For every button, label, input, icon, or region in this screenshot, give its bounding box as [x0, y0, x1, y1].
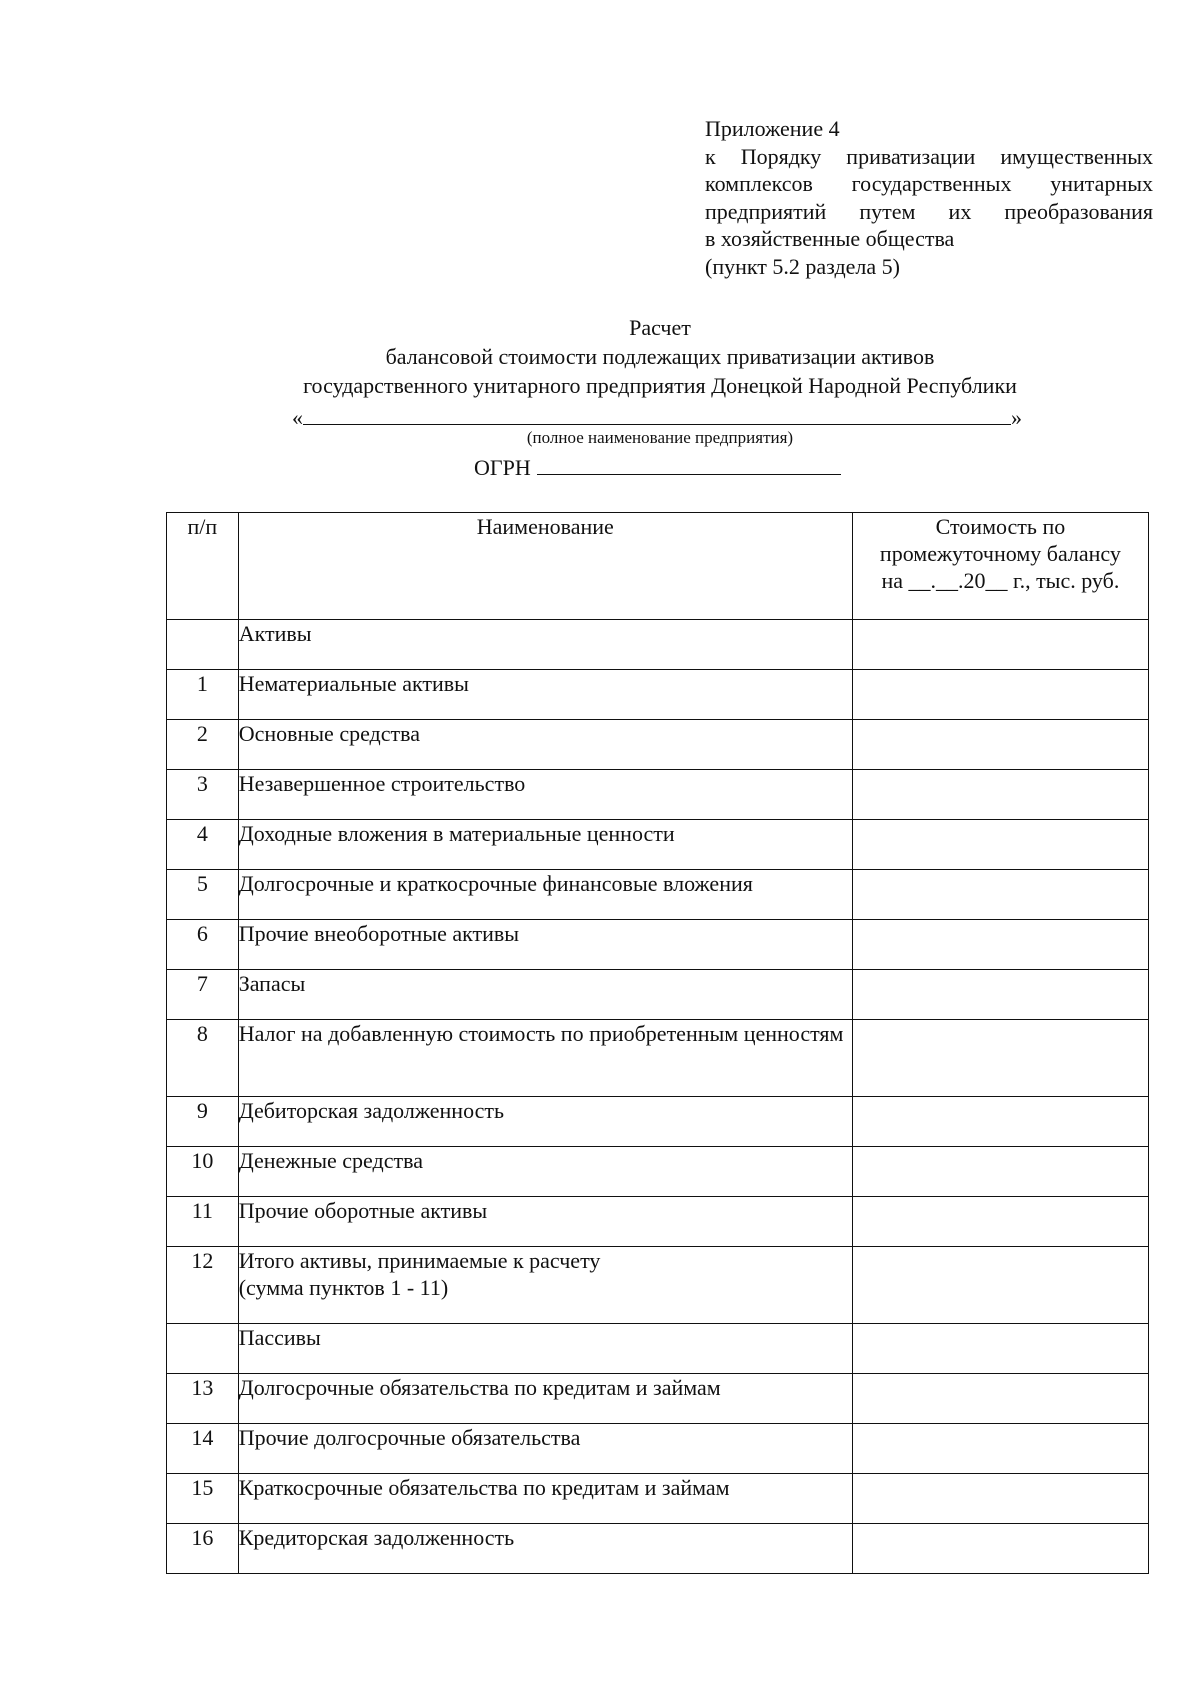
row-value-cell[interactable] [852, 1324, 1148, 1374]
row-value-cell[interactable] [852, 1474, 1148, 1524]
enterprise-name-field[interactable] [292, 404, 1022, 431]
row-num: 11 [167, 1197, 239, 1247]
row-value-cell[interactable] [852, 1020, 1148, 1097]
row-num: 10 [167, 1147, 239, 1197]
appendix-ref-line-5: (пункт 5.2 раздела 5) [705, 253, 900, 279]
row-value-cell[interactable] [852, 620, 1148, 670]
row-name: Денежные средства [238, 1147, 852, 1197]
document-title [160, 313, 1160, 400]
row-value-cell[interactable] [852, 1374, 1148, 1424]
row-name: Запасы [238, 970, 852, 1020]
row-value-cell[interactable] [852, 970, 1148, 1020]
row-name: Прочие долгосрочные обязательства [238, 1424, 852, 1474]
row-num: 3 [167, 770, 239, 820]
row-num: 9 [167, 1097, 239, 1147]
row-value-cell[interactable] [852, 1147, 1148, 1197]
row-name: Долгосрочные и краткосрочные финансовые вложения [238, 870, 852, 920]
open-quote: « [292, 405, 303, 430]
row-value-cell[interactable] [852, 870, 1148, 920]
header-value [852, 513, 1148, 620]
table-row-total [167, 1247, 1149, 1324]
ogrn-label: ОГРН [474, 455, 531, 480]
table-row [167, 720, 1149, 770]
table-row [167, 1020, 1149, 1097]
balance-table [166, 512, 1149, 1574]
row-value-cell[interactable] [852, 820, 1148, 870]
row-num: 14 [167, 1424, 239, 1474]
title-line-3: государственного унитарного предприятия Донецкой Народной Республики [303, 373, 1017, 398]
row-value-cell[interactable] [852, 720, 1148, 770]
row-name: Кредиторская задолженность [238, 1524, 852, 1574]
row-num: 1 [167, 670, 239, 720]
row-name: Прочие оборотные активы [238, 1197, 852, 1247]
appendix-block [705, 115, 1153, 280]
row-num: 15 [167, 1474, 239, 1524]
row-num: 13 [167, 1374, 239, 1424]
ogrn-blank[interactable] [537, 454, 841, 475]
header-num: п/п [167, 513, 239, 620]
row-num [167, 1324, 239, 1374]
table-row [167, 1374, 1149, 1424]
table-row [167, 1197, 1149, 1247]
header-name: Наименование [238, 513, 852, 620]
table-row [167, 870, 1149, 920]
table-row [167, 1147, 1149, 1197]
row-name: Дебиторская задолженность [238, 1097, 852, 1147]
table-row [167, 1424, 1149, 1474]
row-name: Прочие внеоборотные активы [238, 920, 852, 970]
row-name: Незавершенное строительство [238, 770, 852, 820]
appendix-title: Приложение 4 [705, 116, 840, 141]
title-line-2: балансовой стоимости подлежащих приватизации активов [385, 344, 935, 369]
row-num [167, 620, 239, 670]
row-name: Пассивы [238, 1324, 852, 1374]
row-num: 4 [167, 820, 239, 870]
row-value-cell[interactable] [852, 670, 1148, 720]
table-row-liabilities-section [167, 1324, 1149, 1374]
header-value-line-3: на __.__.20__ г., тыс. руб. [881, 568, 1120, 593]
row-name-line-2: (сумма пунктов 1 - 11) [238, 1275, 449, 1300]
appendix-ref-line-1: к Порядку приватизации имущественных [705, 143, 1153, 169]
table-row [167, 670, 1149, 720]
row-value-cell[interactable] [852, 1197, 1148, 1247]
enterprise-name-caption: (полное наименование предприятия) [526, 428, 794, 447]
row-name: Активы [238, 620, 852, 670]
ogrn-field[interactable] [474, 454, 841, 481]
header-value-line-2: промежуточному балансу [879, 541, 1121, 566]
row-value-cell[interactable] [852, 1524, 1148, 1574]
row-num: 12 [167, 1247, 239, 1324]
title-line-1: Расчет [629, 315, 691, 340]
header-value-line-1: Стоимость по [935, 514, 1066, 539]
row-name: Доходные вложения в материальные ценности [238, 820, 852, 870]
appendix-ref-line-2: комплексов государственных унитарных [705, 171, 1153, 196]
table-row-assets-section [167, 620, 1149, 670]
row-num: 8 [167, 1020, 239, 1097]
row-num: 2 [167, 720, 239, 770]
row-num: 16 [167, 1524, 239, 1574]
appendix-ref-line-3: предприятий путем их преобразования [705, 198, 1153, 224]
enterprise-name-blank[interactable] [303, 404, 1011, 425]
row-name-line-1: Итого активы, принимаемые к расчету [238, 1248, 601, 1273]
row-name: Основные средства [238, 720, 852, 770]
table-header-row [167, 513, 1149, 620]
table-row [167, 1097, 1149, 1147]
row-value-cell[interactable] [852, 770, 1148, 820]
row-name: Налог на добавленную стоимость по приобретенным ценностям [238, 1020, 852, 1097]
close-quote: » [1011, 405, 1022, 430]
row-value-cell[interactable] [852, 1247, 1148, 1324]
row-name: Долгосрочные обязательства по кредитам и займам [238, 1374, 852, 1424]
table-row [167, 770, 1149, 820]
table-row [167, 970, 1149, 1020]
row-num: 7 [167, 970, 239, 1020]
row-value-cell[interactable] [852, 1424, 1148, 1474]
row-name [238, 1247, 852, 1324]
row-name: Нематериальные активы [238, 670, 852, 720]
appendix-ref-line-4: в хозяйственные общества [705, 226, 955, 251]
table-row [167, 1524, 1149, 1574]
row-num: 5 [167, 870, 239, 920]
table-row [167, 1474, 1149, 1524]
table-row [167, 920, 1149, 970]
table-row [167, 820, 1149, 870]
row-value-cell[interactable] [852, 1097, 1148, 1147]
row-value-cell[interactable] [852, 920, 1148, 970]
row-name: Краткосрочные обязательства по кредитам и займам [238, 1474, 852, 1524]
row-num: 6 [167, 920, 239, 970]
